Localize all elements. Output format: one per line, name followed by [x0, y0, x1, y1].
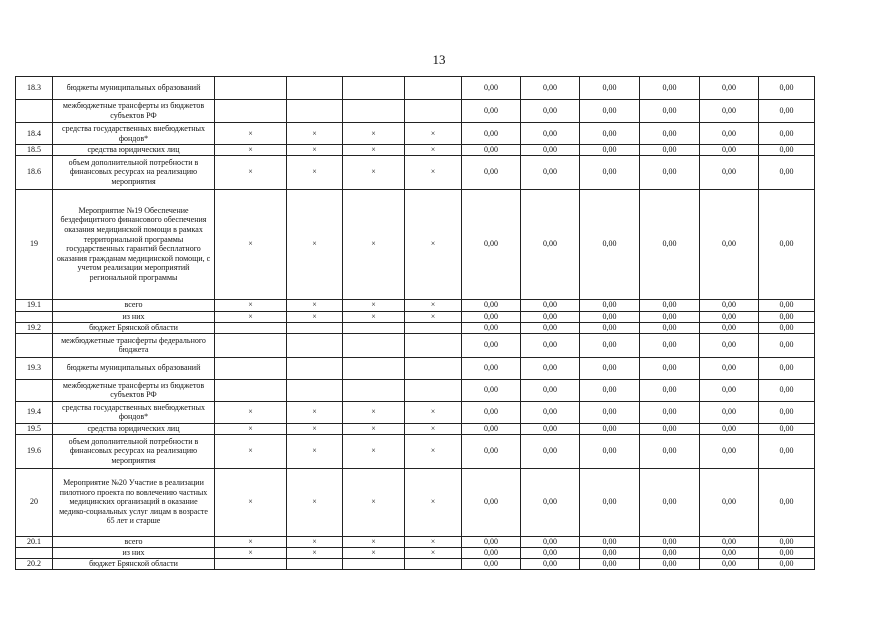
amount-cell: 0,00: [640, 123, 700, 145]
row-name: из них: [53, 547, 215, 558]
amount-cell: 0,00: [759, 536, 815, 547]
amount-cell: 0,00: [640, 333, 700, 357]
marker-cell: [287, 100, 343, 123]
amount-cell: 0,00: [700, 100, 759, 123]
row-name: бюджеты муниципальных образований: [53, 357, 215, 379]
row-number: 20.1: [16, 536, 53, 547]
row-number: 18.4: [16, 123, 53, 145]
amount-cell: 0,00: [521, 468, 580, 536]
amount-cell: 0,00: [521, 77, 580, 100]
amount-cell: 0,00: [580, 547, 640, 558]
marker-cell: ×: [287, 155, 343, 189]
amount-cell: 0,00: [462, 423, 521, 434]
amount-cell: 0,00: [700, 536, 759, 547]
amount-cell: 0,00: [521, 145, 580, 156]
marker-cell: ×: [215, 401, 287, 423]
marker-cell: ×: [405, 123, 462, 145]
row-name: бюджет Брянской области: [53, 322, 215, 333]
marker-cell: [343, 322, 405, 333]
marker-cell: ×: [405, 547, 462, 558]
row-number: [16, 379, 53, 401]
amount-cell: 0,00: [462, 468, 521, 536]
amount-cell: 0,00: [462, 357, 521, 379]
amount-cell: 0,00: [521, 123, 580, 145]
table-row: [16, 333, 815, 357]
marker-cell: ×: [343, 401, 405, 423]
amount-cell: 0,00: [462, 77, 521, 100]
amount-cell: 0,00: [462, 401, 521, 423]
row-name: межбюджетные трансферты федерального бюджета: [53, 333, 215, 357]
amount-cell: 0,00: [759, 311, 815, 322]
row-number: [16, 311, 53, 322]
marker-cell: ×: [343, 155, 405, 189]
amount-cell: 0,00: [521, 357, 580, 379]
amount-cell: 0,00: [640, 299, 700, 311]
table-row: [16, 77, 815, 100]
amount-cell: 0,00: [640, 536, 700, 547]
amount-cell: 0,00: [580, 299, 640, 311]
marker-cell: ×: [343, 468, 405, 536]
table-row: [16, 155, 815, 189]
row-number: 18.5: [16, 145, 53, 156]
amount-cell: 0,00: [700, 468, 759, 536]
marker-cell: ×: [215, 423, 287, 434]
amount-cell: 0,00: [521, 434, 580, 468]
marker-cell: [215, 558, 287, 569]
amount-cell: 0,00: [580, 145, 640, 156]
amount-cell: 0,00: [580, 100, 640, 123]
amount-cell: 0,00: [700, 333, 759, 357]
row-number: [16, 333, 53, 357]
marker-cell: ×: [343, 423, 405, 434]
marker-cell: ×: [287, 468, 343, 536]
amount-cell: 0,00: [759, 423, 815, 434]
marker-cell: ×: [215, 468, 287, 536]
marker-cell: [287, 333, 343, 357]
marker-cell: ×: [287, 311, 343, 322]
marker-cell: ×: [343, 145, 405, 156]
amount-cell: 0,00: [521, 155, 580, 189]
amount-cell: 0,00: [700, 145, 759, 156]
marker-cell: [405, 357, 462, 379]
amount-cell: 0,00: [521, 311, 580, 322]
marker-cell: ×: [343, 434, 405, 468]
amount-cell: 0,00: [580, 468, 640, 536]
marker-cell: ×: [215, 155, 287, 189]
row-name: средства государственных внебюджетных фондов*: [53, 123, 215, 145]
amount-cell: 0,00: [580, 558, 640, 569]
table-row: [16, 401, 815, 423]
row-name: бюджет Брянской области: [53, 558, 215, 569]
row-number: 19.1: [16, 299, 53, 311]
marker-cell: [405, 100, 462, 123]
marker-cell: ×: [343, 299, 405, 311]
amount-cell: 0,00: [759, 401, 815, 423]
amount-cell: 0,00: [580, 155, 640, 189]
amount-cell: 0,00: [462, 322, 521, 333]
amount-cell: 0,00: [521, 547, 580, 558]
amount-cell: 0,00: [521, 379, 580, 401]
marker-cell: [405, 379, 462, 401]
row-number: 19: [16, 189, 53, 299]
page-number: 13: [432, 52, 446, 67]
marker-cell: [343, 100, 405, 123]
amount-cell: 0,00: [640, 357, 700, 379]
amount-cell: 0,00: [700, 357, 759, 379]
amount-cell: 0,00: [640, 189, 700, 299]
marker-cell: ×: [215, 547, 287, 558]
marker-cell: ×: [215, 434, 287, 468]
row-number: 19.4: [16, 401, 53, 423]
amount-cell: 0,00: [640, 547, 700, 558]
amount-cell: 0,00: [759, 547, 815, 558]
marker-cell: ×: [287, 123, 343, 145]
table-row: [16, 311, 815, 322]
amount-cell: 0,00: [640, 423, 700, 434]
row-name: межбюджетные трансферты из бюджетов субъектов РФ: [53, 100, 215, 123]
amount-cell: 0,00: [521, 100, 580, 123]
table-row: [16, 189, 815, 299]
amount-cell: 0,00: [640, 77, 700, 100]
amount-cell: 0,00: [462, 123, 521, 145]
amount-cell: 0,00: [521, 189, 580, 299]
amount-cell: 0,00: [759, 77, 815, 100]
row-number: [16, 100, 53, 123]
row-name: бюджеты муниципальных образований: [53, 77, 215, 100]
amount-cell: 0,00: [759, 299, 815, 311]
marker-cell: ×: [215, 145, 287, 156]
marker-cell: [343, 558, 405, 569]
marker-cell: ×: [405, 468, 462, 536]
marker-cell: [405, 558, 462, 569]
marker-cell: ×: [287, 299, 343, 311]
amount-cell: 0,00: [640, 379, 700, 401]
amount-cell: 0,00: [700, 189, 759, 299]
marker-cell: ×: [405, 311, 462, 322]
amount-cell: 0,00: [521, 299, 580, 311]
amount-cell: 0,00: [580, 357, 640, 379]
amount-cell: 0,00: [462, 145, 521, 156]
amount-cell: 0,00: [462, 434, 521, 468]
amount-cell: 0,00: [462, 155, 521, 189]
row-name: Мероприятие №19 Обеспечение бездефицитного финансового обеспечения оказания медицинской помощи в рамках территориальной программы государственных гарантий бесплатного оказания гражданам медицинской помощи, с учетом реализации мероприятий региональной программы: [53, 189, 215, 299]
table-row: [16, 379, 815, 401]
marker-cell: [343, 333, 405, 357]
marker-cell: ×: [287, 547, 343, 558]
row-number: 20.2: [16, 558, 53, 569]
marker-cell: ×: [343, 536, 405, 547]
marker-cell: [215, 322, 287, 333]
marker-cell: ×: [405, 189, 462, 299]
table-row: [16, 558, 815, 569]
marker-cell: ×: [405, 536, 462, 547]
marker-cell: ×: [343, 547, 405, 558]
amount-cell: 0,00: [759, 145, 815, 156]
amount-cell: 0,00: [759, 468, 815, 536]
row-name: средства государственных внебюджетных фондов*: [53, 401, 215, 423]
table-row: [16, 536, 815, 547]
row-name: средства юридических лиц: [53, 145, 215, 156]
table-row: [16, 322, 815, 333]
table-row: [16, 434, 815, 468]
amount-cell: 0,00: [462, 333, 521, 357]
amount-cell: 0,00: [759, 100, 815, 123]
budget-table: [15, 76, 815, 570]
amount-cell: 0,00: [640, 468, 700, 536]
marker-cell: [287, 322, 343, 333]
marker-cell: [343, 357, 405, 379]
amount-cell: 0,00: [462, 536, 521, 547]
amount-cell: 0,00: [580, 401, 640, 423]
amount-cell: 0,00: [759, 379, 815, 401]
amount-cell: 0,00: [700, 379, 759, 401]
table-row: [16, 145, 815, 156]
row-name: Мероприятие №20 Участие в реализации пилотного проекта по вовлечению частных медицинских организаций в оказание медико-социальных услуг лицам в возрасте 65 лет и старше: [53, 468, 215, 536]
amount-cell: 0,00: [580, 311, 640, 322]
amount-cell: 0,00: [759, 333, 815, 357]
marker-cell: ×: [405, 423, 462, 434]
marker-cell: ×: [287, 536, 343, 547]
amount-cell: 0,00: [700, 155, 759, 189]
amount-cell: 0,00: [700, 299, 759, 311]
marker-cell: [215, 77, 287, 100]
marker-cell: ×: [215, 536, 287, 547]
marker-cell: [405, 322, 462, 333]
row-name: средства юридических лиц: [53, 423, 215, 434]
amount-cell: 0,00: [580, 379, 640, 401]
amount-cell: 0,00: [640, 311, 700, 322]
marker-cell: ×: [287, 434, 343, 468]
row-name: всего: [53, 536, 215, 547]
amount-cell: 0,00: [700, 423, 759, 434]
amount-cell: 0,00: [521, 322, 580, 333]
amount-cell: 0,00: [521, 536, 580, 547]
amount-cell: 0,00: [462, 100, 521, 123]
table-row: [16, 423, 815, 434]
marker-cell: ×: [405, 299, 462, 311]
marker-cell: ×: [343, 311, 405, 322]
amount-cell: 0,00: [580, 434, 640, 468]
amount-cell: 0,00: [640, 145, 700, 156]
table-row: [16, 299, 815, 311]
amount-cell: 0,00: [700, 123, 759, 145]
row-number: 18.6: [16, 155, 53, 189]
row-number: 19.5: [16, 423, 53, 434]
amount-cell: 0,00: [580, 123, 640, 145]
table-row: [16, 357, 815, 379]
marker-cell: ×: [343, 189, 405, 299]
amount-cell: 0,00: [700, 401, 759, 423]
amount-cell: 0,00: [640, 155, 700, 189]
marker-cell: ×: [215, 311, 287, 322]
marker-cell: ×: [287, 145, 343, 156]
marker-cell: ×: [215, 189, 287, 299]
table-row: [16, 123, 815, 145]
amount-cell: 0,00: [462, 558, 521, 569]
row-number: 19.2: [16, 322, 53, 333]
marker-cell: ×: [405, 401, 462, 423]
row-name: объем дополнительной потребности в финансовых ресурсах на реализацию мероприятия: [53, 155, 215, 189]
amount-cell: 0,00: [640, 558, 700, 569]
marker-cell: ×: [287, 423, 343, 434]
amount-cell: 0,00: [580, 77, 640, 100]
amount-cell: 0,00: [580, 189, 640, 299]
marker-cell: [405, 333, 462, 357]
marker-cell: [287, 357, 343, 379]
marker-cell: ×: [343, 123, 405, 145]
marker-cell: ×: [405, 145, 462, 156]
marker-cell: [215, 100, 287, 123]
table-row: [16, 468, 815, 536]
amount-cell: 0,00: [580, 333, 640, 357]
amount-cell: 0,00: [759, 155, 815, 189]
marker-cell: [215, 379, 287, 401]
amount-cell: 0,00: [521, 333, 580, 357]
amount-cell: 0,00: [700, 77, 759, 100]
amount-cell: 0,00: [521, 401, 580, 423]
amount-cell: 0,00: [640, 322, 700, 333]
amount-cell: 0,00: [521, 423, 580, 434]
table-body: [16, 77, 815, 570]
amount-cell: 0,00: [462, 379, 521, 401]
amount-cell: 0,00: [759, 123, 815, 145]
marker-cell: ×: [287, 401, 343, 423]
amount-cell: 0,00: [759, 558, 815, 569]
marker-cell: [287, 379, 343, 401]
amount-cell: 0,00: [700, 558, 759, 569]
marker-cell: ×: [405, 434, 462, 468]
row-number: 20: [16, 468, 53, 536]
marker-cell: [215, 333, 287, 357]
amount-cell: 0,00: [462, 311, 521, 322]
amount-cell: 0,00: [700, 311, 759, 322]
marker-cell: [287, 558, 343, 569]
marker-cell: [343, 77, 405, 100]
amount-cell: 0,00: [640, 401, 700, 423]
amount-cell: 0,00: [640, 100, 700, 123]
table-row: [16, 547, 815, 558]
marker-cell: [405, 77, 462, 100]
amount-cell: 0,00: [700, 434, 759, 468]
marker-cell: ×: [215, 299, 287, 311]
amount-cell: 0,00: [759, 434, 815, 468]
row-name: из них: [53, 311, 215, 322]
amount-cell: 0,00: [640, 434, 700, 468]
amount-cell: 0,00: [759, 357, 815, 379]
table-row: [16, 100, 815, 123]
marker-cell: ×: [405, 155, 462, 189]
marker-cell: [343, 379, 405, 401]
amount-cell: 0,00: [462, 299, 521, 311]
row-name: объем дополнительной потребности в финансовых ресурсах на реализацию мероприятия: [53, 434, 215, 468]
marker-cell: ×: [215, 123, 287, 145]
amount-cell: 0,00: [580, 536, 640, 547]
row-number: 18.3: [16, 77, 53, 100]
amount-cell: 0,00: [700, 547, 759, 558]
amount-cell: 0,00: [521, 558, 580, 569]
marker-cell: [215, 357, 287, 379]
amount-cell: 0,00: [700, 322, 759, 333]
row-number: [16, 547, 53, 558]
amount-cell: 0,00: [462, 547, 521, 558]
row-name: межбюджетные трансферты из бюджетов субъектов РФ: [53, 379, 215, 401]
row-number: 19.6: [16, 434, 53, 468]
amount-cell: 0,00: [759, 322, 815, 333]
row-name: всего: [53, 299, 215, 311]
amount-cell: 0,00: [580, 322, 640, 333]
marker-cell: ×: [287, 189, 343, 299]
amount-cell: 0,00: [759, 189, 815, 299]
row-number: 19.3: [16, 357, 53, 379]
marker-cell: [287, 77, 343, 100]
amount-cell: 0,00: [462, 189, 521, 299]
amount-cell: 0,00: [580, 423, 640, 434]
